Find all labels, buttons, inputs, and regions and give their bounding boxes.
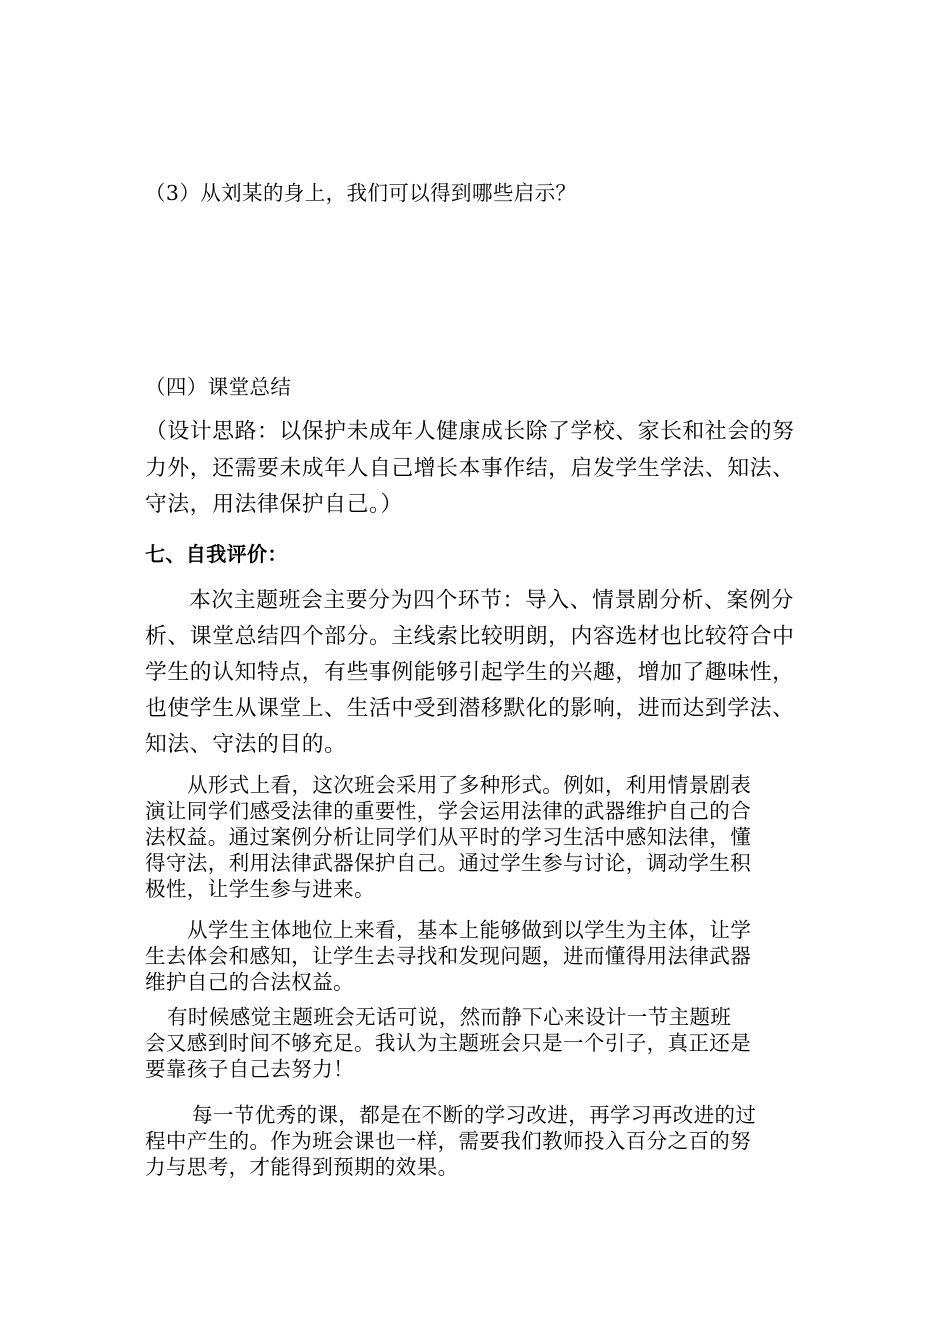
paragraph-4-line-1: 有时候感觉主题班会无话可说，然而静下心来设计一节主题班 [167,1005,732,1029]
self-evaluation-heading: 七、自我评价： [145,542,288,566]
paragraph-4-line-3: 要靠孩子自己去努力！ [145,1057,354,1081]
summary-heading: （四）课堂总结 [145,375,292,399]
paragraph-1-line-2: 析、课堂总结四个部分。主线索比较明朗，内容选材也比较符合中 [145,624,795,649]
design-note-line-2: 力外，还需要未成年人自己增长本事作结，启发学生学法、知法、 [145,456,795,481]
paragraph-1-line-4: 也使学生从课堂上、生活中受到潜移默化的影响，进而达到学法、 [145,696,795,721]
paragraph-2-line-5: 极性，让学生参与进来。 [145,877,375,901]
paragraph-2-line-1: 从形式上看，这次班会采用了多种形式。例如，利用情景剧表 [187,773,752,797]
paragraph-1-line-3: 学生的认知特点，有些事例能够引起学生的兴趣，增加了趣味性， [145,660,795,685]
paragraph-1-line-1: 本次主题班会主要分为四个环节：导入、情景剧分析、案例分 [189,588,794,613]
paragraph-3-line-1: 从学生主体地位上来看，基本上能够做到以学生为主体，让学 [187,918,752,942]
paragraph-1-line-5: 知法、守法的目的。 [145,732,347,757]
paragraph-2-line-3: 法权益。通过案例分析让同学们从平时的学习生活中感知法律，懂 [145,825,752,849]
paragraph-5-line-2: 程中产生的。作为班会课也一样，需要我们教师投入百分之百的努 [145,1129,752,1153]
question-3: （3）从刘某的身上，我们可以得到哪些启示？ [145,181,577,205]
paragraph-3-line-3: 维护自己的合法权益。 [145,970,354,994]
design-note-line-3: 守法，用法律保护自己。） [145,492,403,517]
paragraph-3-line-2: 生去体会和感知，让学生去寻找和发现问题，进而懂得用法律武器 [145,944,752,968]
design-note-line-1: （设计思路：以保护未成年人健康成长除了学校、家长和社会的努 [145,419,795,444]
paragraph-5-line-3: 力与思考，才能得到预期的效果。 [145,1155,459,1179]
paragraph-5-line-1: 每一节优秀的课，都是在不断的学习改进，再学习再改进的过 [192,1103,757,1127]
paragraph-2-line-4: 得守法，利用法律武器保护自己。通过学生参与讨论，调动学生积 [145,851,752,875]
paragraph-4-line-2: 会又感到时间不够充足。我认为主题班会只是一个引子，真正还是 [145,1031,752,1055]
paragraph-2-line-2: 演让同学们感受法律的重要性，学会运用法律的武器维护自己的合 [145,799,752,823]
